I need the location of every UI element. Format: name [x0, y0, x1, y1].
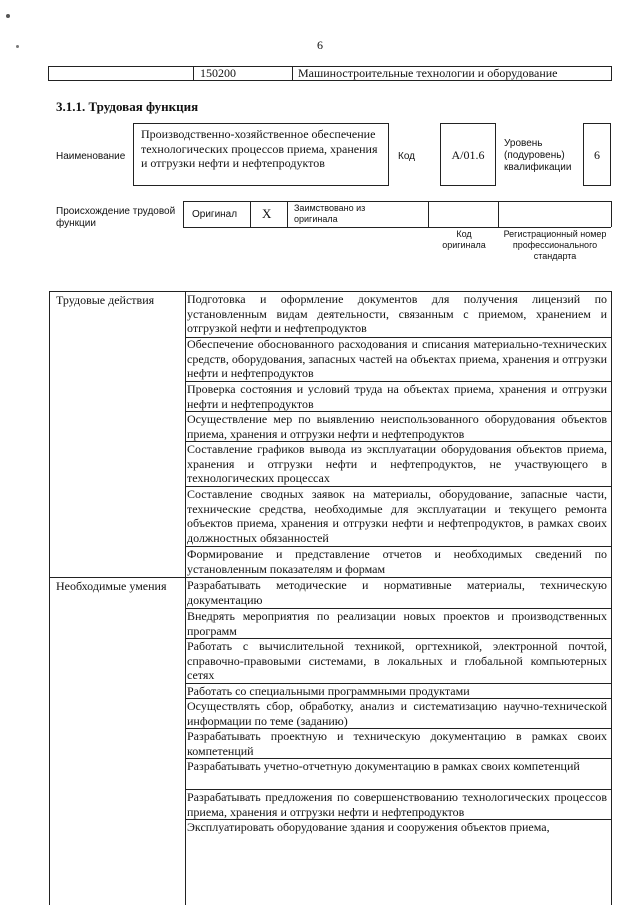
origin-label: Происхождение трудовой функции	[56, 206, 176, 229]
reg-number-caption: Регистрационный номер профессионального стандарта	[503, 229, 607, 261]
scan-speck	[6, 14, 10, 18]
labor-action-item: Формирование и представление отчетов и необходимых сведений по установленным показателям и формам	[187, 547, 607, 576]
labor-action-item: Обеспечение обоснованного расходования и списания материально-технических средств, оборудования, запасных частей на объектах приема, хранения и отгрузки нефти и нефтепродуктов	[187, 337, 607, 380]
skill-item: Разрабатывать проектную и техническую документацию в рамках своих компетенций	[187, 729, 607, 758]
name-label: Наименование	[56, 151, 126, 162]
skill-item: Внедрять мероприятия по реализации новых проектов и производственных программ	[187, 609, 607, 638]
original-label: Оригинал	[192, 209, 238, 220]
function-name: Производственно-хозяйственное обеспечение технологических процессов приема, хранения и отгрузки нефти и нефтепродуктов	[141, 127, 378, 170]
skills-label: Необходимые умения	[56, 579, 167, 593]
code-label: Код	[398, 151, 416, 162]
labor-action-item: Составление сводных заявок на материалы, оборудование, запасные части, технические средства, необходимые для эксплуатации и текущего ремонта объектов приема, хранения и отгрузки нефти и нефтепродуктов, в рамках своих должностных обязанностей	[187, 487, 607, 545]
code-original-caption: Код оригинала	[442, 229, 486, 250]
section-title: 3.1.1. Трудовая функция	[56, 99, 199, 114]
skill-item: Разрабатывать предложения по совершенствованию технологических процессов приема, хранения и отгрузки нефти и нефтепродуктов	[187, 790, 607, 819]
level-box	[583, 123, 611, 186]
labor-action-item: Осуществление мер по выявлению неиспользованного оборудования объектов приема, хранения и отгрузки нефти и нефтепродуктов	[187, 412, 607, 441]
skill-item: Осуществлять сбор, обработку, анализ и систематизацию научно-технической информации по теме (заданию)	[187, 699, 607, 728]
code-box	[440, 123, 496, 186]
page-number: 6	[317, 38, 323, 52]
header-name: Машиностроительные технологии и оборудование	[298, 66, 558, 80]
function-name-box	[133, 123, 389, 186]
skill-item: Работать со специальными программными продуктами	[187, 684, 470, 698]
level-value: 6	[594, 148, 600, 162]
labor-action-item: Составление графиков вывода из эксплуатации оборудования объектов приема, хранения и отгрузки нефти и нефтепродуктов, не участвующего в технологических процессах	[187, 442, 607, 485]
header-code: 150200	[200, 66, 236, 80]
code-value: A/01.6	[451, 148, 485, 162]
original-mark: X	[262, 206, 272, 221]
scan-speck	[16, 45, 19, 48]
skill-item: Работать с вычислительной техникой, оргтехникой, электронной почтой, справочно-правовыми системами, в локальных и глобальной компьютерных сетях	[187, 639, 607, 682]
labor-action-item: Проверка состояния и условий труда на объектах приема, хранения и отгрузки нефти и нефтепродуктов	[187, 382, 607, 411]
labor-action-item: Подготовка и оформление документов для получения лицензий по установленным видам деятельности, связанным с приемом, хранением и отгрузкой нефти и нефтепродуктов	[187, 292, 607, 335]
labor-actions-label: Трудовые действия	[56, 293, 155, 307]
borrowed-label: Заимствовано из оригинала	[294, 203, 366, 224]
skill-item: Эксплуатировать оборудование здания и сооружения объектов приема,	[187, 820, 550, 834]
level-label: Уровень (подуровень) квалификации	[504, 138, 572, 173]
skill-item: Разрабатывать методические и нормативные материалы, техническую документацию	[187, 578, 607, 607]
skill-item: Разрабатывать учетно-отчетную документацию в рамках своих компетенций	[187, 759, 580, 773]
